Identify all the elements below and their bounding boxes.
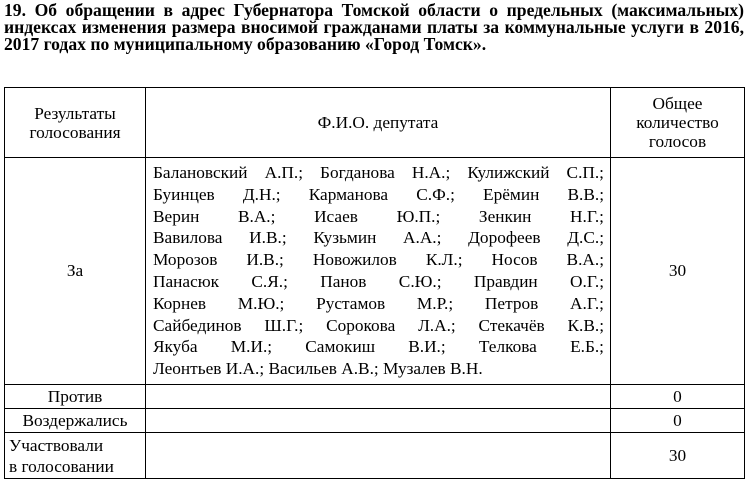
header-total-line-1: Общее bbox=[652, 94, 703, 113]
header-total-line-3: голосов bbox=[648, 132, 707, 151]
table-header-row bbox=[5, 88, 745, 158]
row-abstained-deputies bbox=[146, 409, 611, 433]
heading-line-1: 19. Об обращении в адрес Губернатора Томской области о предельных bbox=[4, 0, 603, 20]
header-total bbox=[611, 88, 745, 158]
heading-line-3: коммунальные услуги в 2016, 2017 годах по муниципальному образованию «Город bbox=[4, 17, 744, 55]
deputies-line: Сайбединов Ш.Г.; Сорокова Л.А.; Стекачёв К.В.; bbox=[153, 315, 604, 335]
header-result-line-1: Результаты bbox=[34, 103, 116, 123]
table-row-for bbox=[5, 158, 745, 385]
deputies-line: Балановский А.П.; Богданова Н.А.; Кулижский С.П.; bbox=[153, 163, 604, 183]
header-total-line-2: количество bbox=[636, 113, 719, 132]
deputies-line: Леонтьев И.А.; Васильев А.В.; Музалев В.Н. bbox=[153, 359, 483, 379]
deputies-line: Вавилова И.В.; Кузьмин А.А.; Дорофеев Д.С.; bbox=[153, 228, 604, 248]
header-deputy: Ф.И.О. депутата bbox=[146, 88, 611, 158]
table-row-abstained bbox=[5, 409, 745, 433]
row-against-label: Против bbox=[5, 385, 146, 409]
row-against-count: 0 bbox=[611, 385, 745, 409]
participated-label-line-1: Участвовали bbox=[9, 435, 104, 455]
header-result bbox=[5, 88, 146, 158]
header-result-line-2: голосования bbox=[29, 122, 121, 142]
row-against-deputies bbox=[146, 385, 611, 409]
deputies-line: Якуба М.И.; Самокиш В.И.; Телкова Е.Б.; bbox=[153, 337, 604, 357]
row-for-deputies bbox=[146, 158, 611, 385]
heading-line-2: (максимальных) индексах изменения размера вносимой гражданами платы за bbox=[4, 0, 745, 38]
row-abstained-count: 0 bbox=[611, 409, 745, 433]
participated-label-line-2: в голосовании bbox=[9, 456, 114, 476]
table-row-participated bbox=[5, 433, 745, 479]
voting-results-table bbox=[4, 87, 745, 479]
resolution-heading bbox=[4, 2, 744, 54]
row-participated-count: 30 bbox=[611, 433, 745, 479]
deputies-line: Морозов И.В.; Новожилов К.Л.; Носов В.А.; bbox=[153, 250, 604, 270]
row-participated-label bbox=[5, 433, 146, 479]
row-participated-deputies bbox=[146, 433, 611, 479]
deputies-line: Панасюк С.Я.; Панов С.Ю.; Правдин О.Г.; bbox=[153, 272, 604, 291]
row-for-count: 30 bbox=[611, 158, 745, 385]
deputies-line: Корнев М.Ю.; Рустамов М.Р.; Петров А.Г.; bbox=[153, 293, 604, 313]
table-row-against bbox=[5, 385, 745, 409]
deputies-line: Буинцев Д.Н.; Карманова С.Ф.; Ерёмин В.В.; bbox=[153, 184, 604, 204]
heading-line-4: Томск». bbox=[423, 34, 487, 55]
row-abstained-label: Воздержались bbox=[5, 409, 146, 433]
row-for-label: За bbox=[5, 158, 146, 385]
deputies-line: Верин В.А.; Исаев Ю.П.; Зенкин Н.Г.; bbox=[153, 206, 604, 226]
